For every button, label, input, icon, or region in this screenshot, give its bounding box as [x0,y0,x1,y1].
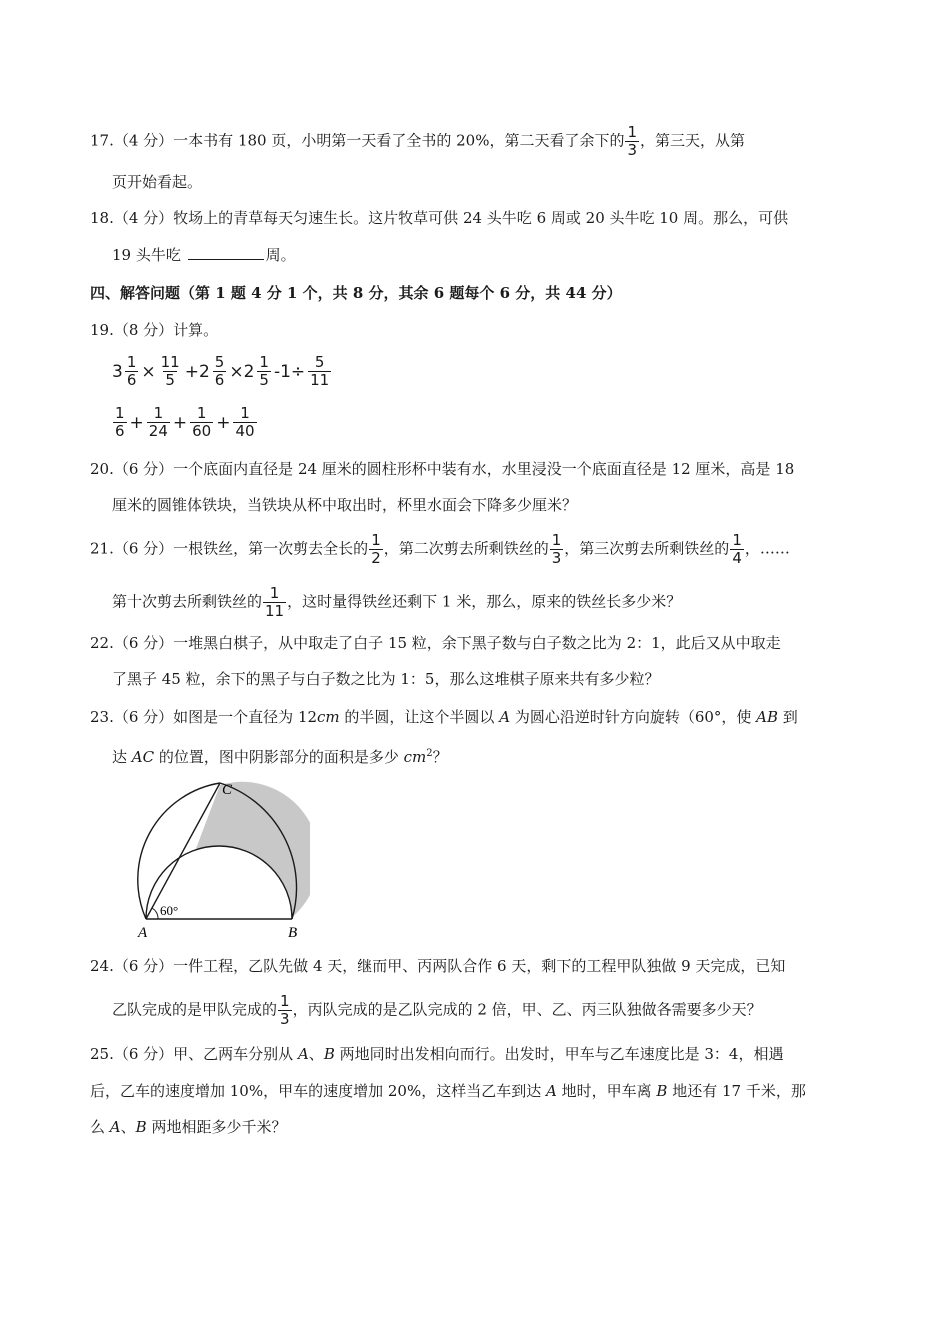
q20-line1: 20.（6 分）一个底面内直径是 24 厘米的圆柱形杯中装有水，水里浸没一个底面直径是 12 厘米，高是 18 [90,460,795,478]
label-C: C [222,782,233,798]
q25-line2: 后，乙车的速度增加 10%，甲车的速度增加 20%，这样当乙车到达 A 地时，甲车离 B 地还有 17 千米，那 [90,1082,806,1100]
q24-line2: 乙队完成的是甲队完成的 $\frac{1}{3}$ ，丙队完成的是乙队完成的 2 倍，甲、乙、丙三队独做各需要多少天？ [112,992,762,1028]
q22-line2: 了黑子 45 粒，余下的黑子与白子数之比为 1：5，那么这堆棋子原来共有多少粒？ [112,670,660,688]
section-title: 四、解答问题（第 1 题 4 分 1 个，共 8 分，其余 6 题每个 6 分，共 44 分） [90,284,622,302]
q22-line1: 22.（6 分）一堆黑白棋子，从中取走了白子 15 粒，余下黑子数与白子数之比为 2：1，此后又从中取走 [90,634,781,652]
q25-line3: 么 A、B 两地相距多少千米？ [90,1118,287,1136]
q24-line1: 24.（6 分）一件工程，乙队先做 4 天，继而甲、丙两队合作 6 天，剩下的工程甲队独做 9 天完成，已知 [90,957,786,975]
q19-expression-1: 3 $\frac{1}{6}$ × $\frac{11}{5}$ +2 $\frac{5}{6}$ ×2 $\frac{1}{5}$ -1÷ $\frac{5}{11}$ [112,353,330,389]
q21-line1: 21.（6 分）一根铁丝，第一次剪去全长的 $\frac{1}{2}$ ，第二次剪去所剩铁丝的 $\frac{1}{3}$ ，第三次剪去所剩铁丝的 $\frac{1}{4}$ ，…… [90,531,790,567]
semicircle-rotation-figure [100,778,310,943]
label-A: A [138,925,148,941]
q17-line2: 页开始看起。 [112,173,203,191]
q25-line1: 25.（6 分）甲、乙两车分别从 A、B 两地同时出发相向而行。出发时，甲车与乙车速度比是 3：4，相遇 [90,1045,784,1063]
q23-line1: 23.（6 分）如图是一个直径为 12cm 的半圆，让这个半圆以 A 为圆心沿逆时针方向旋转（60°，使 AB 到 [90,708,798,726]
angle-label: 60° [160,903,179,918]
answer-blank[interactable] [188,245,264,260]
q18-line2: 19 头牛吃 周。 [112,246,296,264]
q17-line1: 17.（4 分）一本书有 180 页，小明第一天看了全书的 20%，第二天看了余下的 $\frac{1}{3}$ ，第三天，从第 [90,123,746,159]
q21-line2: 第十次剪去所剩铁丝的 $\frac{1}{11}$ ，这时量得铁丝还剩下 1 米，那么，原来的铁丝长多少米？ [112,584,682,620]
q18-line1: 18.（4 分）牧场上的青草每天匀速生长。这片牧草可供 24 头牛吃 6 周或 20 头牛吃 10 周。那么，可供 [90,209,789,227]
label-B: B [288,925,298,941]
q20-line2: 厘米的圆锥体铁块，当铁块从杯中取出时，杯里水面会下降多少厘米？ [112,496,578,514]
q23-line2: 达 AC 的位置，图中阴影部分的面积是多少 $cm^2$？ [112,748,448,766]
q19-expression-2: $\frac{1}{6}$ + $\frac{1}{24}$ + $\frac{1}{60}$ + $\frac{1}{40}$ [115,404,255,440]
fraction: $\frac{1}{3}$ [627,123,637,159]
q19-line1: 19.（8 分）计算。 [90,321,219,339]
